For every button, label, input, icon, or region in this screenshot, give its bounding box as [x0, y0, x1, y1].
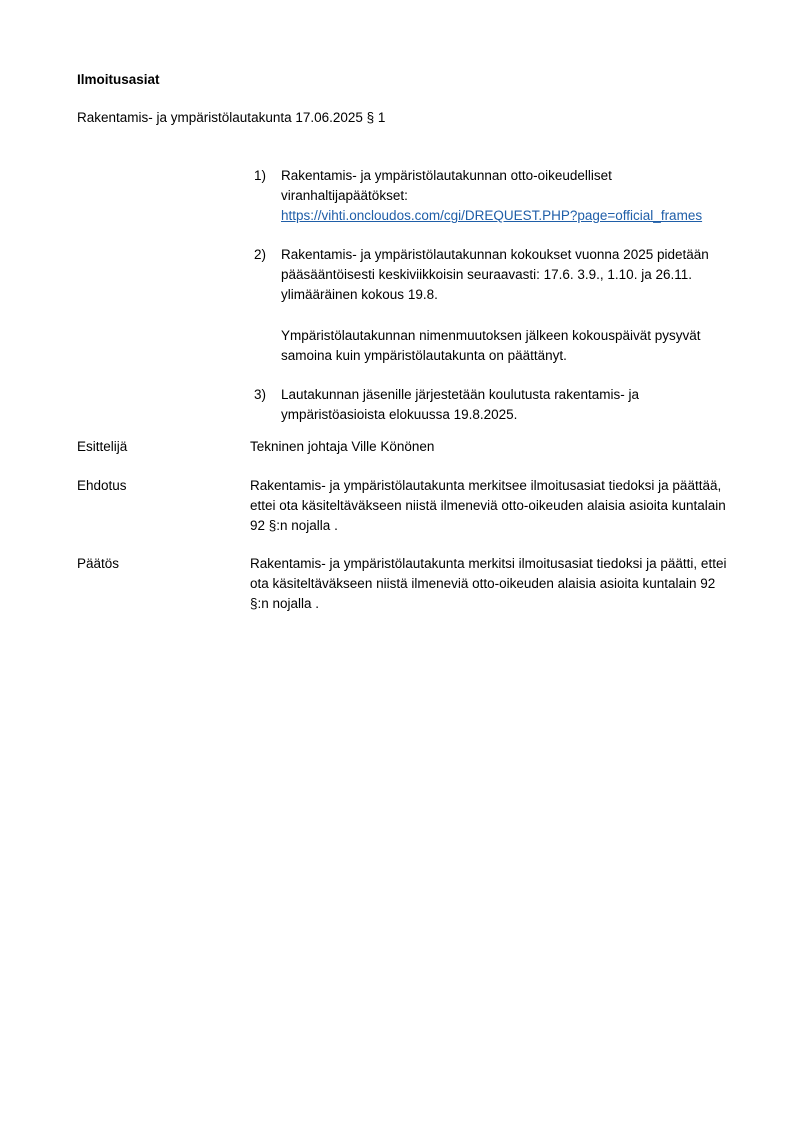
- meeting-reference: Rakentamis- ja ympäristölautakunta 17.06.2025 § 1: [77, 110, 386, 125]
- notice-item-2: [250, 245, 720, 366]
- notice-item-3: [250, 385, 720, 425]
- item-paragraph: Lautakunnan jäsenille järjestetään koulutusta rakentamis- ja ympäristöasioista elokuussa 19.8.2025.: [281, 387, 639, 422]
- item-number: 1): [254, 168, 267, 183]
- decision-label: Päätös: [77, 556, 120, 571]
- proposal-label: Ehdotus: [77, 478, 127, 493]
- item-number: 3): [254, 387, 267, 402]
- presenter-label: Esittelijä: [77, 439, 128, 454]
- item-paragraph: [281, 166, 720, 226]
- decision-text: Rakentamis- ja ympäristölautakunta merkitsi ilmoitusasiat tiedoksi ja päätti, ettei ota käsiteltäväkseen niistä ilmeneviä otto-oikeuden alaisia asioita kuntalain 92 §:n nojalla .: [250, 556, 727, 611]
- document-title: Ilmoitusasiat: [77, 72, 160, 87]
- item-paragraph: Ympäristölautakunnan nimenmuutoksen jälkeen kokouspäivät pysyvät samoina kuin ympäristölautakunta on päättänyt.: [281, 328, 701, 363]
- presenter-text: Tekninen johtaja Ville Könönen: [250, 439, 435, 454]
- official-decisions-link[interactable]: https://vihti.oncloudos.com/cgi/DREQUEST.PHP?page=official_frames: [281, 208, 703, 223]
- notice-items-list: [250, 166, 720, 444]
- item-text: Rakentamis- ja ympäristölautakunnan otto-oikeudelliset viranhaltijapäätökset:: [281, 168, 612, 203]
- proposal-text: Rakentamis- ja ympäristölautakunta merkitsee ilmoitusasiat tiedoksi ja päättää, ettei ota käsiteltäväkseen niistä ilmeneviä otto-oikeuden alaisia asioita kuntalain 92 §:n nojalla .: [250, 478, 726, 533]
- item-paragraph: Rakentamis- ja ympäristölautakunnan kokoukset vuonna 2025 pidetään pääsääntöisesti keskiviikkoisin seuraavasti: 17.6. 3.9., 1.10. ja 26.11. ylimääräinen kokous 19.8.: [281, 247, 709, 302]
- item-number: 2): [254, 247, 267, 262]
- notice-item-1: [250, 166, 720, 226]
